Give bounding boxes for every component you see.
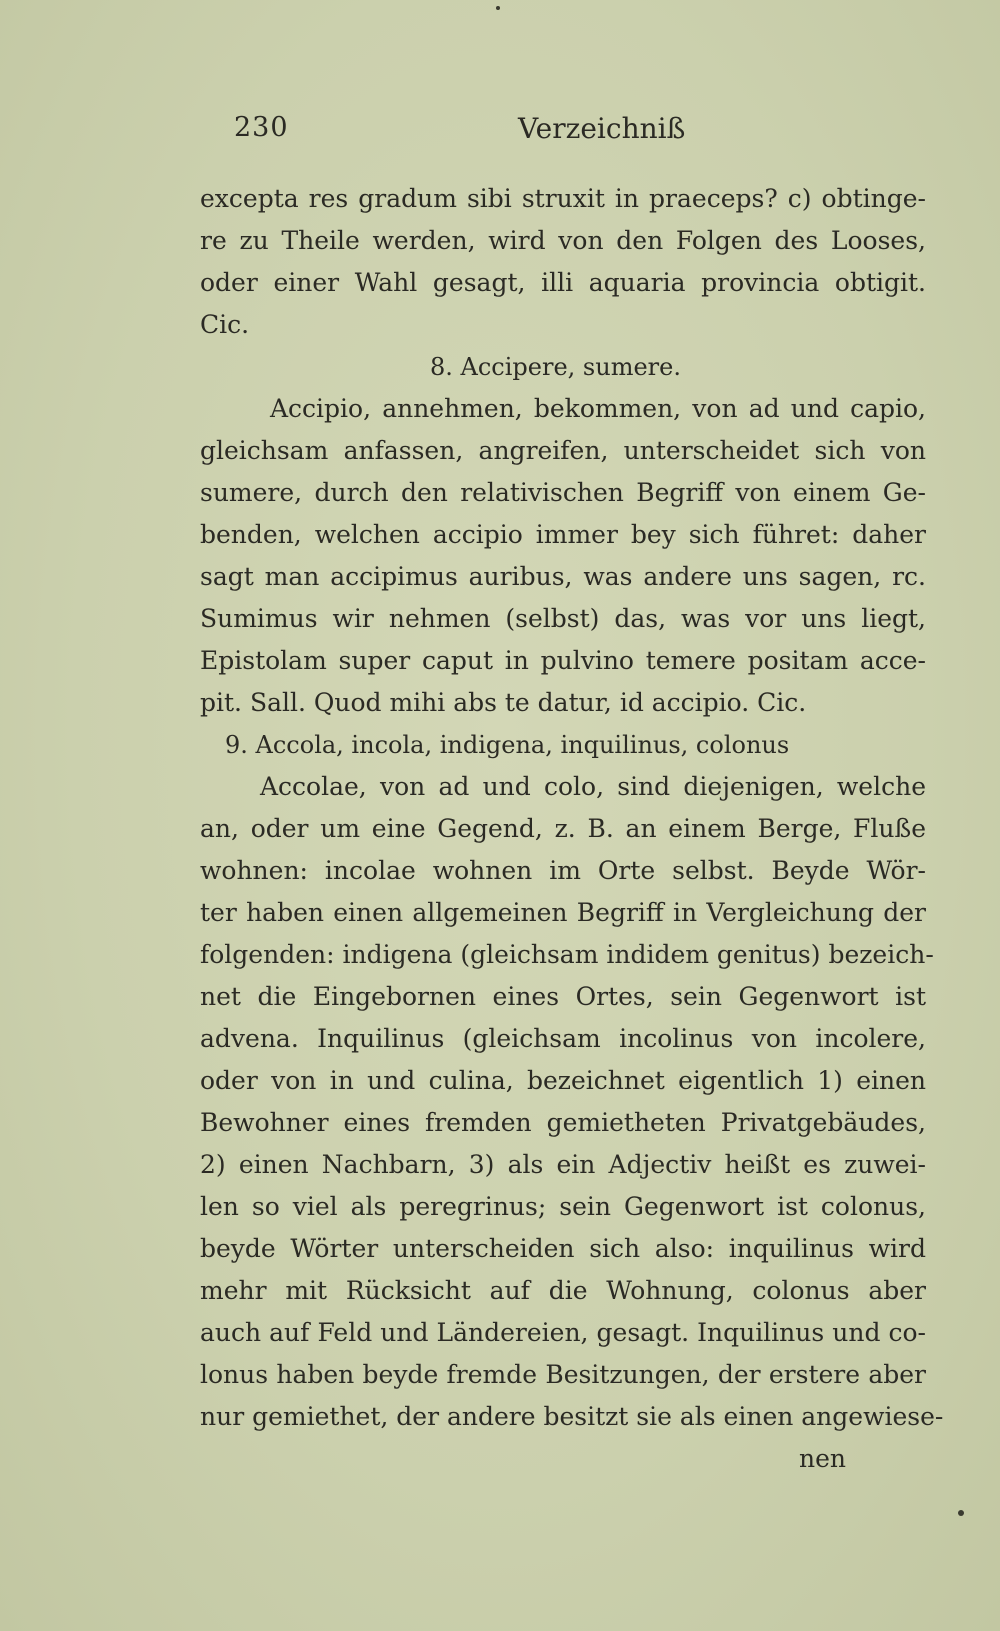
text-line: pit. Sall. Quod mihi abs te datur, id accipio. Cic.	[200, 688, 807, 717]
running-head: Verzeichniß	[518, 112, 686, 145]
text-line: Accipio, annehmen, bekommen, von ad und capio,	[270, 394, 926, 423]
text-line: 2) einen Nachbarn, 3) als ein Adjectiv heißt es zuwei-	[200, 1150, 926, 1179]
text-line: gleichsam anfassen, angreifen, unterscheidet sich von	[200, 436, 926, 465]
text-line: advena. Inquilinus (gleichsam incolinus von incolere,	[200, 1024, 926, 1053]
section-heading: 9. Accola, incola, indigena, inquilinus, colonus	[225, 731, 790, 759]
text-line: net die Eingebornen eines Ortes, sein Gegenwort ist	[200, 982, 926, 1011]
catchword: nen	[799, 1444, 846, 1473]
text-line: Bewohner eines fremden gemietheten Privatgebäudes,	[200, 1108, 926, 1137]
page-number: 230	[234, 112, 289, 143]
text-line: ter haben einen allgemeinen Begriff in Vergleichung der	[200, 898, 926, 927]
text-line: Cic.	[200, 310, 250, 339]
text-line: lonus haben beyde fremde Besitzungen, der erstere aber	[200, 1360, 926, 1389]
text-line: oder einer Wahl gesagt, illi aquaria provincia obtigit.	[200, 268, 926, 297]
text-line: benden, welchen accipio immer bey sich führet: daher	[200, 520, 926, 549]
text-line: re zu Theile werden, wird von den Folgen des Looses,	[200, 226, 926, 255]
ink-speck	[958, 1510, 964, 1516]
text-line: len so viel als peregrinus; sein Gegenwort ist colonus,	[200, 1192, 926, 1221]
text-line: wohnen: incolae wohnen im Orte selbst. Beyde Wör-	[200, 856, 926, 885]
page-body	[200, 178, 944, 1480]
text-line: auch auf Feld und Ländereien, gesagt. Inquilinus und co-	[200, 1318, 926, 1347]
text-line: nur gemiethet, der andere besitzt sie als einen angewiese-	[200, 1402, 944, 1431]
text-line: sagt man accipimus auribus, was andere uns sagen, rc.	[200, 562, 926, 591]
text-line: Accolae, von ad und colo, sind diejenigen, welche	[260, 772, 926, 801]
page-header	[226, 112, 926, 152]
text-line: an, oder um eine Gegend, z. B. an einem Berge, Fluße	[200, 814, 926, 843]
text-line: beyde Wörter unterscheiden sich also: inquilinus wird	[200, 1234, 926, 1263]
text-line: oder von in und culina, bezeichnet eigentlich 1) einen	[200, 1066, 926, 1095]
text-line: Sumimus wir nehmen (selbst) das, was vor uns liegt,	[200, 604, 926, 633]
section-heading: 8. Accipere, sumere.	[430, 353, 681, 381]
text-line: sumere, durch den relativischen Begriff von einem Ge-	[200, 478, 926, 507]
text-line: excepta res gradum sibi struxit in praeceps? c) obtinge-	[200, 184, 926, 213]
text-line: Epistolam super caput in pulvino temere positam acce-	[200, 646, 926, 675]
text-line: folgenden: indigena (gleichsam indidem genitus) bezeich-	[200, 940, 934, 969]
text-line: mehr mit Rücksicht auf die Wohnung, colonus aber	[200, 1276, 926, 1305]
ink-speck	[496, 6, 500, 10]
